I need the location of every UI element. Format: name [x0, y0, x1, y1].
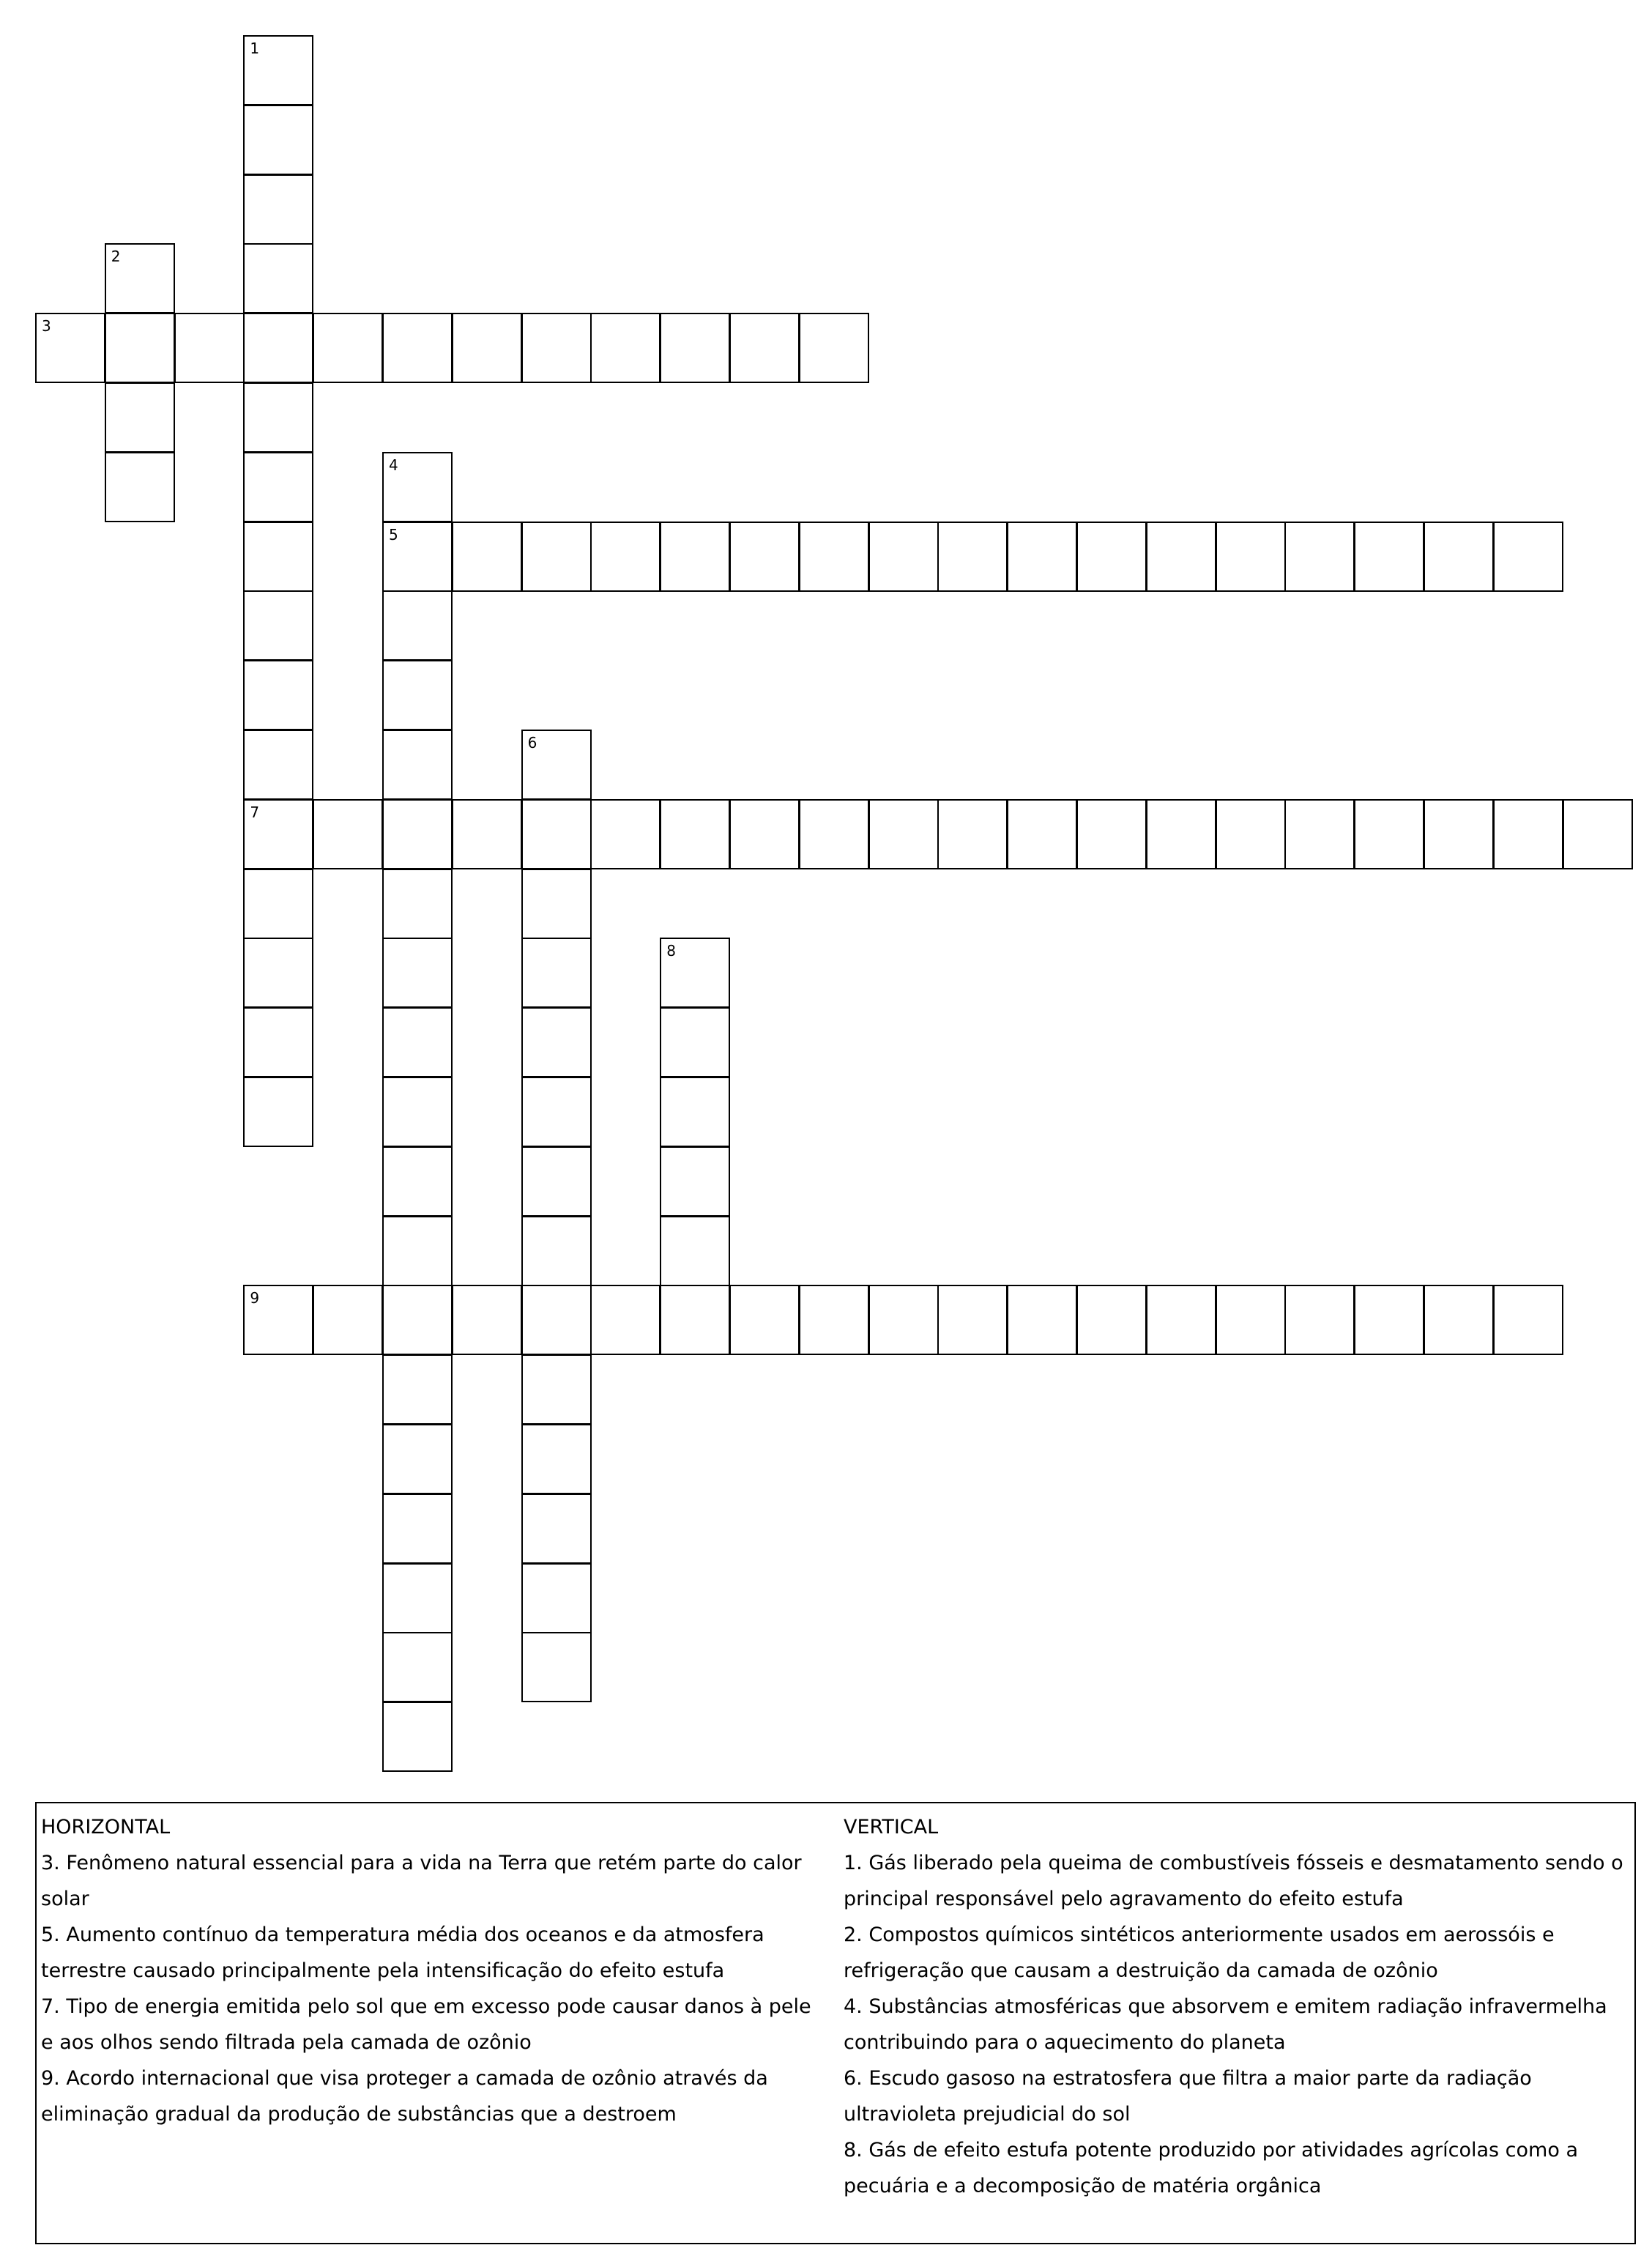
grid-cell[interactable] — [452, 313, 522, 383]
grid-cell[interactable] — [1146, 1285, 1216, 1355]
grid-cell[interactable] — [521, 1563, 592, 1633]
grid-cell[interactable] — [937, 1285, 1008, 1355]
grid-cell[interactable] — [937, 522, 1008, 592]
clue-down-2: 2. Compostos químicos sintéticos anteriormente usados em aerossóis e refrigeração que causam a destruição da camada de ozônio — [844, 1923, 1555, 1982]
grid-cell[interactable] — [1076, 522, 1147, 592]
grid-cell[interactable] — [1493, 1285, 1563, 1355]
cell-number: 7 — [250, 803, 260, 821]
grid-cell[interactable] — [1007, 1285, 1077, 1355]
grid-cell[interactable] — [382, 1216, 453, 1286]
cell-number: 9 — [250, 1289, 260, 1307]
grid-cell[interactable] — [521, 869, 592, 939]
clue-across-5: 5. Aumento contínuo da temperatura média dos oceanos e da atmosfera terrestre causado principalmente pela intensificação do efeito estufa — [41, 1923, 764, 1982]
grid-cell[interactable] — [1076, 1285, 1147, 1355]
grid-cell[interactable] — [729, 1285, 800, 1355]
clue-down-6: 6. Escudo gasoso na estratosfera que filtra a maior parte da radiação ultravioleta prejudicial do sol — [844, 2067, 1532, 2126]
grid-cell[interactable] — [105, 313, 175, 383]
grid-cell[interactable] — [660, 799, 730, 869]
grid-cell[interactable] — [243, 105, 313, 175]
grid-cell[interactable] — [382, 1354, 453, 1425]
grid-cell[interactable] — [1284, 799, 1355, 869]
grid-cell[interactable] — [382, 660, 453, 730]
cell-number: 3 — [42, 317, 51, 335]
grid-cell[interactable] — [35, 313, 105, 383]
grid-cell[interactable] — [382, 1146, 453, 1217]
grid-cell[interactable] — [660, 1007, 730, 1077]
grid-cell[interactable] — [382, 313, 453, 383]
grid-cell[interactable] — [382, 1702, 453, 1772]
grid-cell[interactable] — [799, 313, 869, 383]
grid-cell[interactable] — [105, 382, 175, 453]
grid-cell[interactable] — [243, 35, 313, 105]
cell-number: 1 — [250, 40, 260, 57]
grid-cell[interactable] — [243, 522, 313, 592]
grid-cell[interactable] — [243, 243, 313, 313]
grid-cell[interactable] — [521, 1632, 592, 1702]
grid-cell[interactable] — [521, 1077, 592, 1147]
grid-cell[interactable] — [1493, 799, 1563, 869]
grid-cell[interactable] — [382, 730, 453, 800]
grid-cell[interactable] — [382, 590, 453, 661]
grid-cell[interactable] — [382, 522, 453, 592]
grid-cell[interactable] — [799, 522, 869, 592]
clue-across-9: 9. Acordo internacional que visa proteger a camada de ozônio através da eliminação gradual da produção de substâncias que a destroem — [41, 2067, 768, 2126]
grid-cell[interactable] — [243, 1285, 313, 1355]
grid-cell[interactable] — [1146, 799, 1216, 869]
grid-cell[interactable] — [1354, 522, 1424, 592]
grid-cell[interactable] — [382, 869, 453, 939]
grid-cell[interactable] — [382, 452, 453, 522]
grid-cell[interactable] — [243, 174, 313, 245]
grid-cell[interactable] — [521, 1146, 592, 1217]
grid-cell[interactable] — [243, 382, 313, 453]
grid-cell[interactable] — [521, 1285, 592, 1355]
grid-cell[interactable] — [521, 522, 592, 592]
cell-number: 6 — [527, 734, 537, 752]
grid-cell[interactable] — [382, 1077, 453, 1147]
grid-cell[interactable] — [382, 1424, 453, 1494]
grid-cell[interactable] — [1076, 799, 1147, 869]
grid-cell[interactable] — [660, 1077, 730, 1147]
grid-cell[interactable] — [243, 869, 313, 939]
vertical-heading: VERTICAL — [844, 1816, 939, 1839]
grid-cell[interactable] — [729, 799, 800, 869]
grid-cell[interactable] — [243, 1077, 313, 1147]
grid-cell[interactable] — [868, 522, 939, 592]
grid-cell[interactable] — [1354, 799, 1424, 869]
cell-number: 5 — [389, 525, 398, 543]
grid-cell[interactable] — [243, 730, 313, 800]
grid-cell[interactable] — [313, 313, 383, 383]
vertical-clues — [844, 1809, 1627, 2204]
cell-number: 4 — [389, 456, 398, 474]
grid-cell[interactable] — [521, 730, 592, 800]
grid-cell[interactable] — [243, 1007, 313, 1077]
grid-cell[interactable] — [1493, 522, 1563, 592]
grid-cell[interactable] — [521, 1424, 592, 1494]
grid-cell[interactable] — [868, 1285, 939, 1355]
grid-cell[interactable] — [729, 313, 800, 383]
grid-cell[interactable] — [382, 1494, 453, 1564]
grid-cell[interactable] — [105, 243, 175, 313]
grid-cell[interactable] — [660, 1285, 730, 1355]
grid-cell[interactable] — [590, 522, 661, 592]
clue-across-7: 7. Tipo de energia emitida pelo sol que em excesso pode causar danos à pele e aos olhos sendo filtrada pela camada de ozônio — [41, 1995, 811, 2054]
grid-cell[interactable] — [243, 660, 313, 730]
grid-cell[interactable] — [382, 938, 453, 1008]
grid-cell[interactable] — [243, 590, 313, 661]
grid-cell[interactable] — [799, 1285, 869, 1355]
grid-cell[interactable] — [452, 522, 522, 592]
cell-number: 8 — [666, 942, 676, 960]
grid-cell[interactable] — [313, 799, 383, 869]
grid-cell[interactable] — [313, 1285, 383, 1355]
grid-cell[interactable] — [105, 452, 175, 522]
grid-cell[interactable] — [799, 799, 869, 869]
grid-cell[interactable] — [1563, 799, 1633, 869]
grid-cell[interactable] — [452, 1285, 522, 1355]
grid-cell[interactable] — [382, 1632, 453, 1702]
grid-cell[interactable] — [452, 799, 522, 869]
grid-cell[interactable] — [521, 1354, 592, 1425]
horizontal-heading: HORIZONTAL — [41, 1816, 171, 1839]
grid-cell[interactable] — [1007, 522, 1077, 592]
grid-cell[interactable] — [1216, 1285, 1286, 1355]
grid-cell[interactable] — [660, 938, 730, 1008]
clues-box — [35, 1802, 1636, 2244]
clue-down-8: 8. Gás de efeito estufa potente produzido por atividades agrícolas como a pecuária e a decomposição de matéria orgânica — [844, 2139, 1578, 2197]
grid-cell[interactable] — [868, 799, 939, 869]
grid-cell[interactable] — [1424, 799, 1494, 869]
grid-cell[interactable] — [660, 1216, 730, 1286]
grid-cell[interactable] — [1424, 1285, 1494, 1355]
grid-cell[interactable] — [1284, 1285, 1355, 1355]
grid-cell[interactable] — [521, 1216, 592, 1286]
grid-cell[interactable] — [521, 1494, 592, 1564]
grid-cell[interactable] — [521, 313, 592, 383]
grid-cell[interactable] — [1284, 522, 1355, 592]
grid-cell[interactable] — [660, 1146, 730, 1217]
clue-down-1: 1. Gás liberado pela queima de combustíveis fósseis e desmatamento sendo o principal responsável pelo agravamento do efeito estufa — [844, 1852, 1623, 1910]
grid-cell[interactable] — [382, 1563, 453, 1633]
horizontal-clues — [41, 1809, 825, 2132]
grid-cell[interactable] — [729, 522, 800, 592]
grid-cell[interactable] — [174, 313, 245, 383]
grid-cell[interactable] — [243, 799, 313, 869]
grid-cell[interactable] — [590, 1285, 661, 1355]
grid-cell[interactable] — [521, 938, 592, 1008]
clue-down-4: 4. Substâncias atmosféricas que absorvem e emitem radiação infravermelha contribuindo para o aquecimento do planeta — [844, 1995, 1607, 2054]
grid-cell[interactable] — [1216, 799, 1286, 869]
grid-cell[interactable] — [660, 522, 730, 592]
grid-cell[interactable] — [1146, 522, 1216, 592]
grid-cell[interactable] — [590, 313, 661, 383]
grid-cell[interactable] — [660, 313, 730, 383]
grid-cell[interactable] — [1424, 522, 1494, 592]
grid-cell[interactable] — [521, 799, 592, 869]
grid-cell[interactable] — [243, 313, 313, 383]
clue-across-3: 3. Fenômeno natural essencial para a vida na Terra que retém parte do calor solar — [41, 1852, 802, 1910]
grid-cell[interactable] — [243, 452, 313, 522]
grid-cell[interactable] — [382, 799, 453, 869]
grid-cell[interactable] — [521, 1007, 592, 1077]
grid-cell[interactable] — [382, 1285, 453, 1355]
grid-cell[interactable] — [1354, 1285, 1424, 1355]
grid-cell[interactable] — [1216, 522, 1286, 592]
grid-cell[interactable] — [937, 799, 1008, 869]
grid-cell[interactable] — [382, 1007, 453, 1077]
grid-cell[interactable] — [590, 799, 661, 869]
grid-cell[interactable] — [243, 938, 313, 1008]
grid-cell[interactable] — [1007, 799, 1077, 869]
cell-number: 2 — [111, 248, 121, 266]
